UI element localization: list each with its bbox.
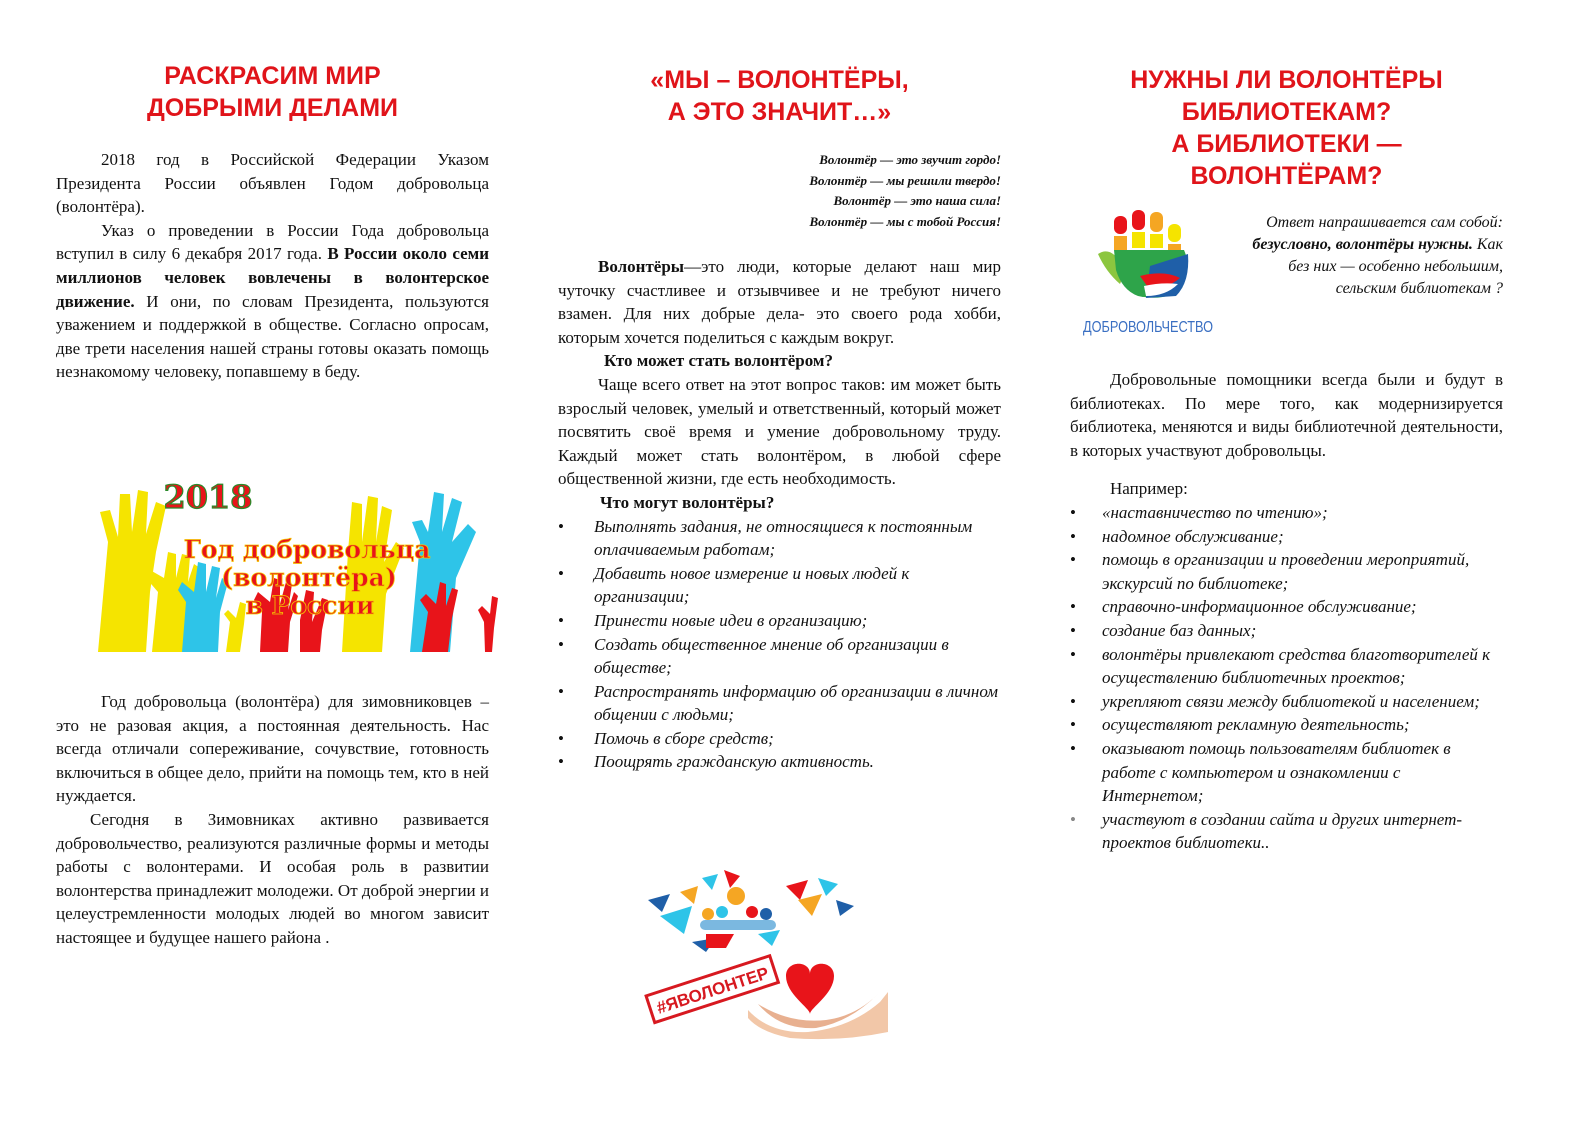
list-item: • укрепляют связи между библиотекой и населением;	[1070, 690, 1503, 714]
ya-volunteer-image	[640, 872, 890, 1037]
col3-paragraph-1: Добровольные помощники всегда были и будут в библиотеках. По мере того, как модернизируется библиотека, меняются и виды библиотечной деятельности, в которых участвуют добровольцы.	[1070, 370, 1503, 460]
col1-paragraph-3: Год добровольца (волонтёра) для зимовниковцев – это не разовая акция, а постоянная деятельность. Нас всегда отличали сопереживание, сочувствие, готовность включиться в общее дело, прийти на помощь тем, кто в ней нуждается.	[56, 692, 489, 806]
col2-body	[558, 255, 1001, 774]
col2-title-line2: А ЭТО ЗНАЧИТ…»	[667, 98, 892, 126]
ya-volunteer-stamp	[646, 956, 778, 1023]
volunteer-definition: Волонтёры—это люди, которые делают наш мир чуточку счастливее и отзывчивее и не требуют ничего взамен. Для них добрые дела- это своего рода хобби, которым хочется поделиться с каждым вокруг.	[558, 257, 1001, 347]
red-flag	[706, 934, 734, 948]
list-item: • создание баз данных;	[1070, 619, 1503, 643]
volunteer-abilities-list	[558, 515, 1001, 775]
logo-caption: ДОБРОВОЛЬЧЕСТВО	[1083, 319, 1213, 336]
list-item: • «наставничество по чтению»;	[1070, 501, 1503, 525]
col1-paragraph-1: 2018 год в Российской Федерации Указом Президента России объявлен Годом добровольца (волонтёра).	[56, 150, 489, 217]
volunteer-poem	[558, 150, 1001, 232]
list-item: • Поощрять гражданскую активность.	[558, 750, 1001, 774]
col1-title-line1: РАСКРАСИМ МИР	[164, 62, 381, 90]
poem-line: Волонтёр — это наша сила!	[833, 193, 1001, 208]
col3-title-line2: БИБЛИОТЕКАМ?	[1181, 98, 1392, 126]
col1-title-line2: ДОБРЫМИ ДЕЛАМИ	[147, 94, 398, 122]
col1-paragraph-4: Сегодня в Зимовниках активно развивается добровольчество, реализуются различные формы и методы работы с волонтерами. И особая роль в развитии волонтерства принадлежит молодежи. От доброй энергии и целеустремленности молодых людей во многом зависит настоящее и будущее нашего района .	[56, 809, 489, 947]
col3-title-line1: НУЖНЫ ЛИ ВОЛОНТЁРЫ	[1130, 66, 1443, 94]
col1-title	[56, 60, 489, 124]
col3-title-line4: ВОЛОНТЁРАМ?	[1190, 162, 1383, 190]
poem-line: Волонтёр — это звучит гордо!	[819, 152, 1001, 167]
poem-line: Волонтёр — мы решили твердо!	[809, 172, 1001, 188]
list-item: • волонтёры привлекают средства благотворителей к осуществлению библиотечных проектов;	[1070, 643, 1503, 690]
list-item: • Помочь в сборе средств;	[558, 727, 1001, 751]
col3-title-line3: А БИБЛИОТЕКИ —	[1171, 130, 1402, 158]
col1-bold-fact: В России около семи миллионов человек вовлечены в волонтерское движение.	[56, 244, 489, 311]
poem-line: Волонтёр — мы с тобой Россия!	[809, 213, 1001, 229]
col1-outro	[56, 690, 489, 950]
list-item: • Добавить новое измерение и новых людей к организации;	[558, 562, 1001, 609]
answer-paragraph: Ответ напрашивается сам собой: безусловно, волонтёры нужны. Как без них — особенно небольшим, сельским библиотекам ?	[1252, 214, 1503, 297]
stamp-text: #ЯВОЛОНТЕР	[654, 963, 772, 1018]
people-group-icon	[700, 887, 776, 930]
logo-year: 2018	[163, 478, 253, 516]
col2-title	[558, 64, 1001, 128]
example-label: Например:	[1110, 479, 1188, 499]
list-item: • надомное обслуживание;	[1070, 525, 1503, 549]
question-who: Кто может стать волонтёром?	[604, 351, 833, 371]
question-what: Что могут волонтёры?	[600, 492, 775, 512]
list-item: • Принести новые идеи в организацию;	[558, 609, 1001, 633]
col1-intro	[56, 148, 489, 384]
list-item: • осуществляют рекламную деятельность;	[1070, 713, 1503, 737]
list-item: • Создать общественное мнение об организации в обществе;	[558, 633, 1001, 680]
list-item: • участвуют в создании сайта и других интернет-проектов библиотеки..	[1070, 808, 1503, 855]
list-item: • помощь в организации и проведении мероприятий, экскурсий по библиотеке;	[1070, 548, 1503, 595]
col3-title	[1070, 64, 1503, 192]
colored-hand-icon	[1098, 210, 1188, 298]
answer-who: Чаще всего ответ на этот вопрос таков: им может быть взрослый человек, умелый и ответственный, который может посвятить своё время и умение добровольному труду. Каждый может стать волонтёром, в любой сфере общественной жизни, где есть необходимость.	[558, 374, 1001, 489]
list-item: • оказывают помощь пользователям библиотек в работе с компьютером и ознакомлении с Интернетом;	[1070, 737, 1503, 808]
year-of-volunteer-logo	[90, 478, 490, 660]
col1-paragraph-2: Указ о проведении в России Года добровольца вступил в силу 6 декабря 2017 года. В России около семи миллионов человек вовлечены в волонтерское движение. И они, по словам Президента, пользуются уважением и поддержкой в обществе. Согласно опросам, две трети населения нашей страны готовы оказать помощь незнакомому человеку, попавшему в беду.	[56, 220, 490, 382]
list-item: • Выполнять задания, не относящиеся к постоянным оплачиваемым работам;	[558, 515, 1001, 562]
answer-bold: безусловно, волонтёры нужны.	[1252, 236, 1473, 253]
list-item: • Распространять информацию об организации в личном общении с людьми;	[558, 680, 1001, 727]
col3-body	[1070, 368, 1503, 855]
logo-line-2: (волонтёра)	[221, 563, 397, 592]
dobrovolchestvo-logo	[1080, 210, 1230, 340]
logo-line-3: в России	[245, 591, 375, 620]
list-item: • справочно-информационное обслуживание;	[1070, 595, 1503, 619]
col2-title-line1: «МЫ – ВОЛОНТЁРЫ,	[650, 66, 909, 94]
library-volunteer-tasks-list	[1070, 501, 1503, 855]
logo-line-1: Год добровольца	[183, 535, 431, 564]
